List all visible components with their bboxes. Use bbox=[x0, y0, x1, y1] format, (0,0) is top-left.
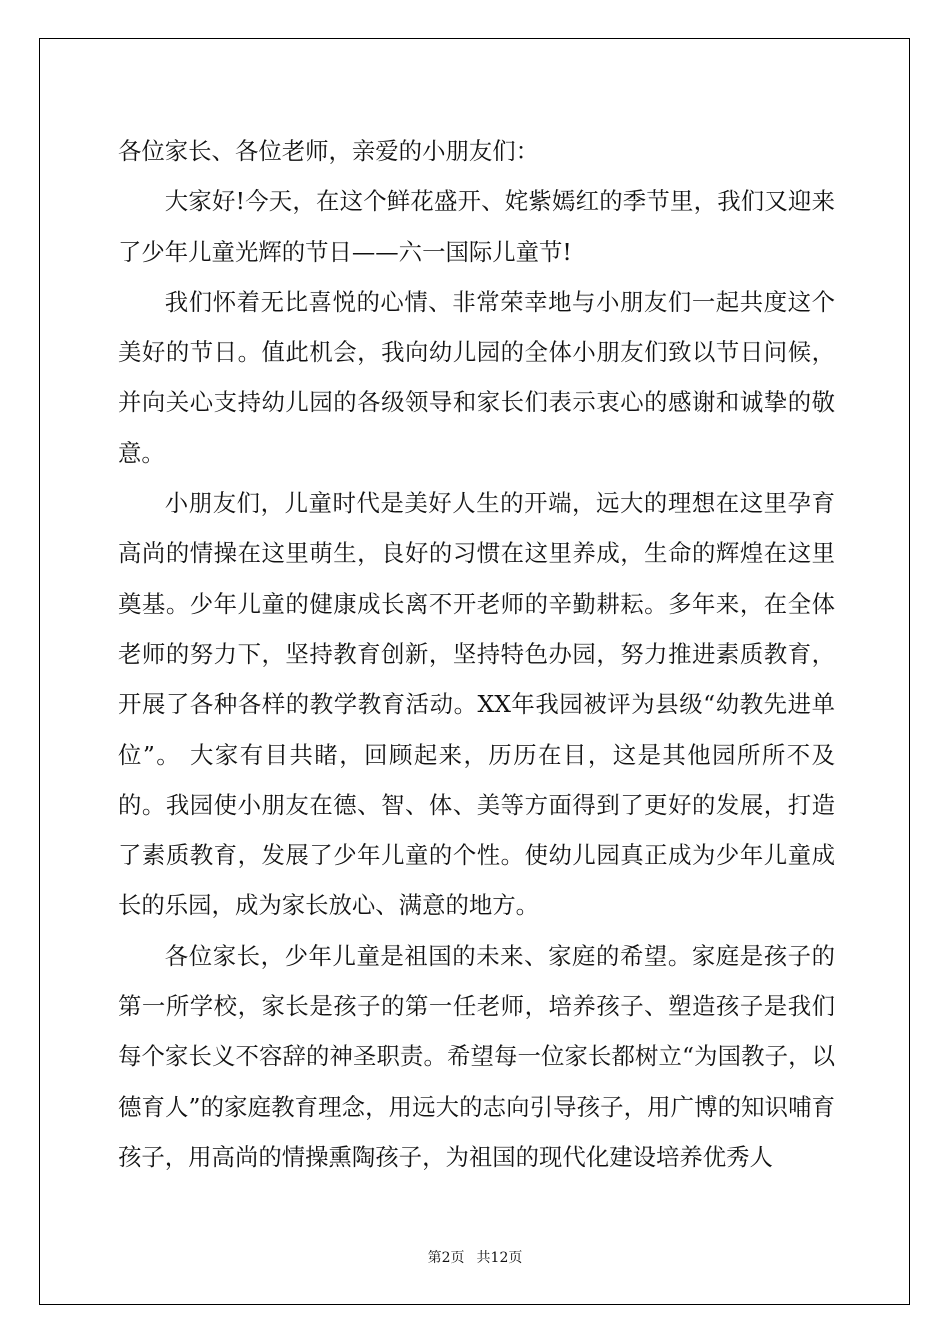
page-total: 共12页 bbox=[476, 1250, 523, 1266]
salutation: 各位家长、各位老师，亲爱的小朋友们： bbox=[118, 137, 540, 165]
paragraph-parents: 各位家长，少年儿童是祖国的未来、家庭的希望。家庭是孩子的第一所学校，家长是孩子的第一任老师，培养孩子、塑造孩子是我们每个家长义不容辞的神圣职责。希望每一位家长都树立“为国教子，以德育人”的家庭教育理念，用远大的志向引导孩子，用广博的知识哺育孩子，用高尚的情操熏陶孩子，为祖国的现代化建设培养优秀人 bbox=[118, 941, 835, 1171]
paragraph-greeting: 大家好!今天，在这个鲜花盛开、姹紫嫣红的季节里，我们又迎来了少年儿童光辉的节日——六一国际儿童节! bbox=[118, 187, 835, 266]
paragraph-thanks: 我们怀着无比喜悦的心情、非常荣幸地与小朋友们一起共度这个美好的节日。值此机会，我向幼儿园的全体小朋友们致以节日问候，并向关心支持幼儿园的各级领导和家长们表示衷心的感谢和诚挚的敬意。 bbox=[118, 287, 835, 467]
paragraph-achievements: 小朋友们，儿童时代是美好人生的开端，远大的理想在这里孕育高尚的情操在这里萌生，良好的习惯在这里养成，生命的辉煌在这里奠基。少年儿童的健康成长离不开老师的辛勤耕耘。多年来，在全体老师的努力下，坚持教育创新，坚持特色办园，努力推进素质教育，开展了各种各样的教学教育活动。XX年我园被评为县级“幼教先进单位”。 大家有目共睹，回顾起来，历历在目，这是其他园所所不及的。我园使小朋友在德、智、体、美等方面得到了更好的发展，打造了素质教育，发展了少年儿童的个性。使幼儿园真正成为少年儿童成长的乐园，成为家长放心、满意的地方。 bbox=[118, 489, 835, 920]
document-body bbox=[118, 126, 835, 1182]
page-number: 第2页 bbox=[427, 1250, 465, 1266]
page-footer bbox=[0, 1247, 950, 1267]
